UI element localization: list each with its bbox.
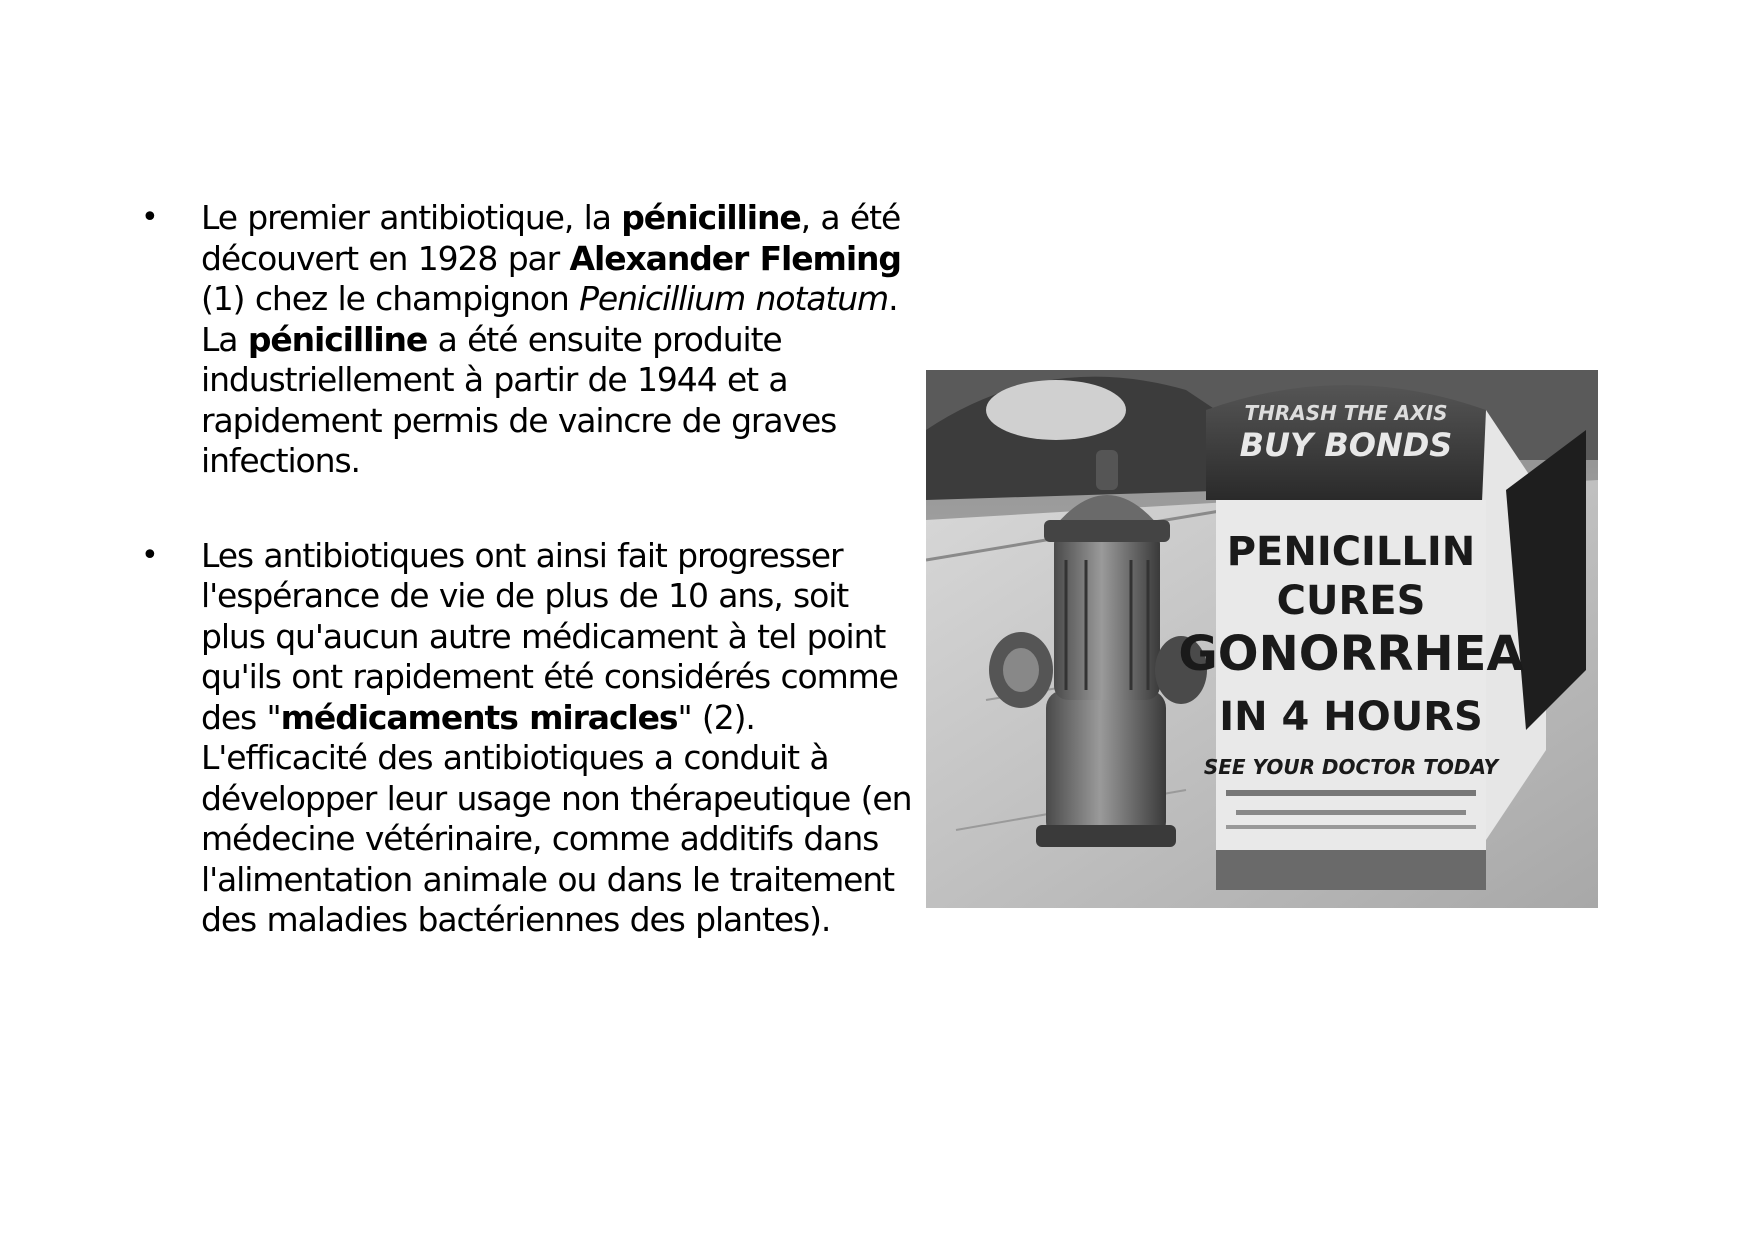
bold-text-run: Alexander Fleming: [569, 238, 901, 278]
text-run: Les antibiotiques ont ainsi fait progresser l'espérance de vie de plus de 10 ans, soit plus qu'aucun autre médicament à tel point qu'ils ont rapidement été considérés comme des ": [201, 535, 898, 737]
text-run: a été ensuite produite industriellement à partir de 1944 et a rapidement permis de vaincre de graves infections.: [201, 319, 837, 480]
car-wheel: [986, 380, 1126, 440]
text-run: Le premier antibiotique, la: [201, 198, 622, 237]
text-run: . La: [201, 279, 898, 359]
bold-text-run: pénicilline: [247, 319, 428, 359]
bold-text-run: pénicilline: [621, 198, 801, 237]
poster-line3: GONORRHEA: [1178, 626, 1524, 682]
bold-text-run: médicaments miracles: [280, 697, 678, 737]
penicillin-poster-photo: [926, 370, 1598, 908]
bin-lid-line2: BUY BONDS: [1239, 426, 1453, 464]
poster-line1: PENICILLIN: [1226, 529, 1476, 575]
text-run: " (2). L'efficacité des antibiotiques a conduit à développer leur usage non thérapeutique (en médecine vétérinaire, comme additifs dans l'alimentation animale ou dans le traitement des maladies bactériennes des plantes).: [201, 697, 912, 939]
text-run: , a été découvert en 1928 par: [201, 198, 901, 278]
bullet-dot: •: [141, 200, 159, 235]
poster-line5: SEE YOUR DOCTOR TODAY: [1203, 755, 1499, 779]
bullet-list: [138, 198, 918, 995]
bullet-dot: •: [141, 537, 159, 573]
bin-lid-line1: THRASH THE AXIS: [1244, 401, 1448, 425]
bullet-item: [138, 536, 918, 941]
bullet-item: [138, 198, 918, 482]
italic-text-run: Penicillium notatum: [579, 279, 889, 318]
poster-line4: IN 4 HOURS: [1219, 694, 1483, 740]
text-run: (1) chez le champignon: [201, 279, 580, 318]
bullet-paragraph: [201, 536, 918, 941]
poster-line2: CURES: [1276, 578, 1426, 624]
bullet-paragraph: [201, 198, 918, 482]
